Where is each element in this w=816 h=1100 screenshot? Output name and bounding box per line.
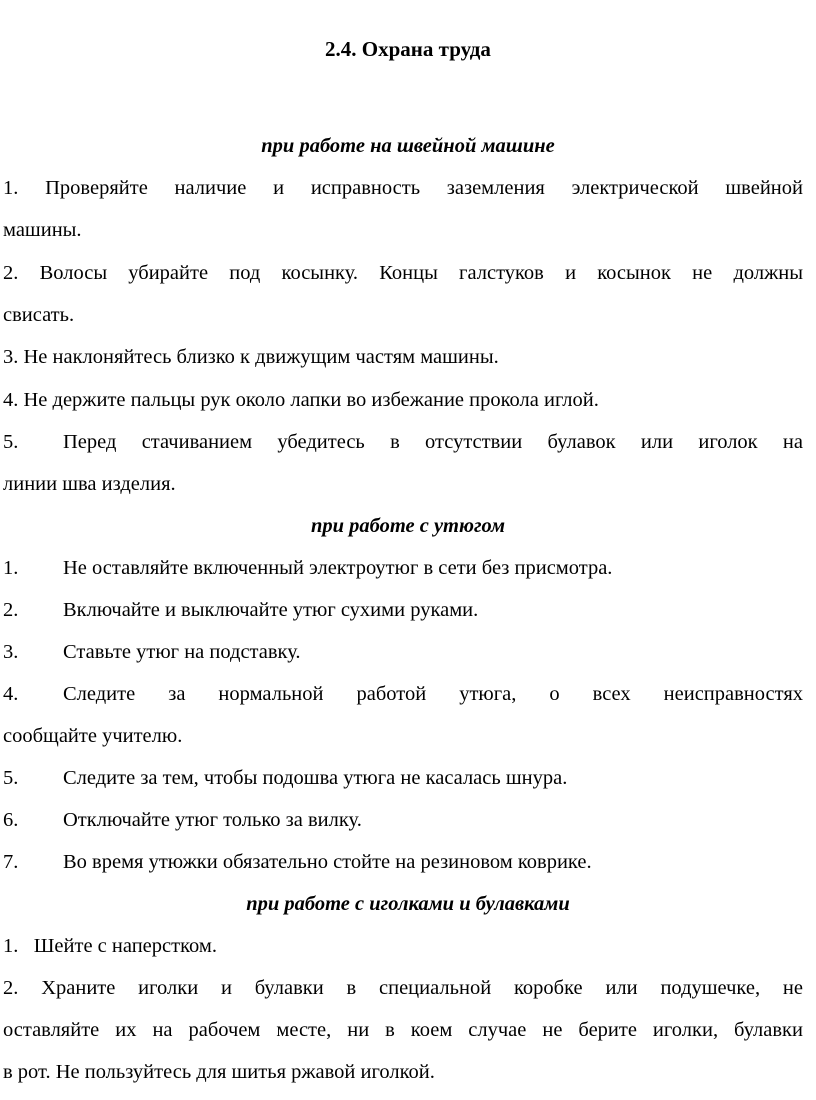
rule-line: свисать.	[3, 304, 75, 326]
section-heading-needles-pins: при работе с иголками и булавками	[246, 893, 570, 915]
rule-line: в рот. Не пользуйтесь для шитья ржавой иголкой.	[3, 1061, 435, 1083]
rule-line: линии шва изделия.	[3, 473, 176, 495]
rule-line: оставляйте их на рабочем месте, ни в коем случае не берите иголки, булавки	[3, 1019, 803, 1041]
rule-line: 1. Проверяйте наличие и исправность заземления электрической швейной	[3, 177, 803, 199]
rule-line: 1. Шейте с наперстком.	[3, 935, 217, 957]
rule-text: Не оставляйте включенный электроутюг в сети без присмотра.	[63, 557, 613, 579]
rule-number: 6.	[3, 809, 19, 831]
rule-number: 5.	[3, 431, 19, 453]
rule-number: 5.	[3, 767, 19, 789]
rule-text: Ставьте утюг на подставку.	[63, 641, 301, 663]
rule-text: Во время утюжки обязательно стойте на резиновом коврике.	[63, 851, 592, 873]
rule-number: 4.	[3, 683, 19, 705]
rule-line: 3. Не наклоняйтесь близко к движущим частям машины.	[3, 346, 499, 368]
rule-number: 3.	[3, 641, 19, 663]
section-heading-sewing-machine: при работе на швейной машине	[261, 135, 555, 157]
page-title: 2.4. Охрана труда	[325, 37, 491, 61]
rule-text: Следите за нормальной работой утюга, о всех неисправностях	[63, 683, 803, 705]
rule-number: 2.	[3, 599, 19, 621]
rule-text: Перед стачиванием убедитесь в отсутствии булавок или иголок на	[63, 431, 803, 453]
rule-text: Включайте и выключайте утюг сухими руками.	[63, 599, 479, 621]
section-heading-iron: при работе с утюгом	[310, 515, 506, 537]
rule-text: Отключайте утюг только за вилку.	[63, 809, 362, 831]
rule-line: сообщайте учителю.	[3, 725, 183, 747]
rule-number: 1.	[3, 557, 19, 579]
rule-line: 4. Не держите пальцы рук около лапки во избежание прокола иглой.	[3, 389, 599, 411]
rule-line: 2. Волосы убирайте под косынку. Концы галстуков и косынок не должны	[3, 262, 803, 284]
rule-text: Следите за тем, чтобы подошва утюга не касалась шнура.	[63, 767, 568, 789]
rule-number: 7.	[3, 851, 19, 873]
rule-line: машины.	[3, 219, 82, 241]
rule-line: 2. Храните иголки и булавки в специальной коробке или подушечке, не	[3, 977, 803, 999]
